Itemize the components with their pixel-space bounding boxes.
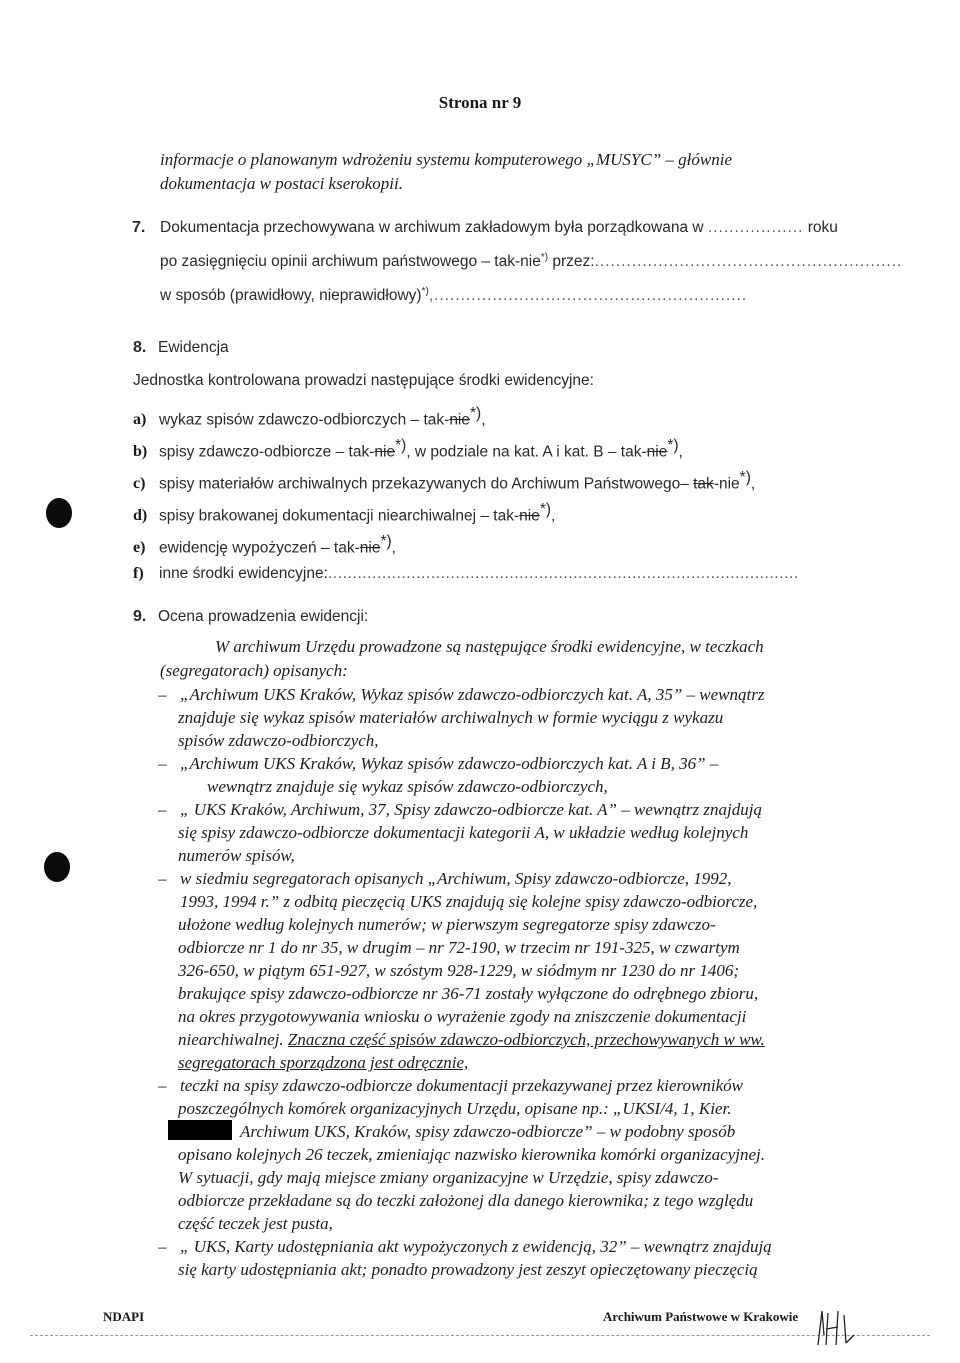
section-7-text-2: po zasięgnięciu opinii archiwum państwowego – tak-nie <box>160 253 541 271</box>
bullet-6-line-2: się karty udostępniania akt; ponadto prowadzony jest zeszyt opieczętowany pieczęcią <box>178 1260 758 1279</box>
section-7-number: 7. <box>132 219 146 236</box>
handwritten-initials <box>810 1305 870 1351</box>
section-8-title: Ewidencja <box>158 339 229 356</box>
intro-line-2: dokumentacja w postaci kserokopii. <box>160 174 403 193</box>
item-label: f) <box>133 565 144 582</box>
item-label: e) <box>133 539 146 557</box>
evidence-item-e <box>133 533 396 557</box>
bullet-3-line-3: numerów spisów, <box>178 846 295 865</box>
section-7-przez: przez: <box>548 253 595 271</box>
bullet-4-underlined-1: Znaczna część spisów zdawczo-odbiorczych, przechowywanych w ww. <box>287 1030 765 1049</box>
item-label: d) <box>133 507 148 525</box>
item-tail: , <box>391 539 396 557</box>
evidence-item-a <box>133 405 486 429</box>
item-text: spisy zdawczo-odbiorcze – tak- <box>159 443 375 461</box>
page-number-header: Strona nr 9 <box>438 93 522 112</box>
section-9-title: Ocena prowadzenia ewidencji: <box>158 608 369 625</box>
bullet-1-line-2: znajduje się wykaz spisów materiałów archiwalnych w formie wyciągu z wykazu <box>178 708 724 727</box>
section-8-number: 8. <box>133 339 147 356</box>
punch-hole-top <box>46 498 72 528</box>
bullet-dash: – <box>158 1076 167 1095</box>
evidence-item-d <box>133 501 555 525</box>
section-7-dots-1: .................. <box>707 219 804 236</box>
item-text: spisy brakowanej dokumentacji niearchiwalnej – tak- <box>159 507 520 525</box>
bullet-4-line-3: ułożone według kolejnych numerów; w pierwszym segregatorze spisy zdawczo- <box>178 915 716 934</box>
bullet-5-line-4: opisano kolejnych 26 teczek, zmieniając nazwisko kierownika komórki organizacyjnej. <box>178 1145 765 1164</box>
bullet-4-line-6: brakujące spisy zdawczo-odbiorcze nr 36-71 zostały wyłączone do odrębnego zbioru, <box>178 984 759 1003</box>
bullet-3-line-2: się spisy zdawczo-odbiorcze dokumentacji kategorii A, w układzie według kolejnych <box>178 823 749 842</box>
item-tail-2: , <box>750 475 756 493</box>
item-tail: , <box>551 507 556 525</box>
footnote-marker: *) <box>380 533 392 550</box>
item-text: spisy materiałów archiwalnych przekazywanych do Archiwum Państwowego– <box>159 475 694 493</box>
bullet-dash: – <box>158 1237 167 1256</box>
bullet-1-line-3: spisów zdawczo-odbiorczych, <box>178 731 379 750</box>
footer-left: NDAPI <box>103 1309 145 1324</box>
item-label: c) <box>133 475 146 493</box>
item-struck: nie <box>359 539 381 557</box>
item-struck: tak <box>693 475 714 493</box>
bullet-4-line-1: w siedmiu segregatorach opisanych „Archiwum, Spisy zdawczo-odbiorcze, 1992, <box>180 869 732 888</box>
bullet-5-line-6: odbiorcze przekładane są do teczki założonej dla danego kierownika; z tego względu <box>178 1191 754 1210</box>
section-7-dots-2: .......................................................... <box>594 253 903 271</box>
item-label: a) <box>133 411 147 429</box>
footer-divider <box>30 1335 930 1336</box>
punch-hole-bottom <box>44 852 70 882</box>
bullet-5-line-3: Archiwum UKS, Kraków, spisy zdawczo-odbiorcze” – w podobny sposób <box>240 1122 736 1141</box>
bullet-5-line-7: część teczek jest pusta, <box>178 1214 333 1233</box>
intro-line-1: informacje o planowanym wdrożeniu systemu komputerowego „MUSYC” – głównie <box>160 150 732 169</box>
item-struck-2: nie <box>646 443 668 461</box>
item-struck: nie <box>374 443 396 461</box>
section-9-lead-2: (segregatorach) opisanych: <box>160 661 348 680</box>
bullet-4-line-4: odbiorcze nr 1 do nr 35, w drugim – nr 72-190, w trzecim nr 191-325, w czwartym <box>178 938 740 957</box>
bullet-dash: – <box>158 754 167 773</box>
bullet-6-line-1: „ UKS, Karty udostępniania akt wypożyczonych z ewidencją, 32” – wewnątrz znajdują <box>180 1237 772 1256</box>
evidence-item-f <box>133 565 799 583</box>
redaction-block <box>168 1120 232 1140</box>
bullet-5-line-5: W sytuacji, gdy mają miejsce zmiany organizacyjne w Urzędzie, spisy zdawczo- <box>178 1168 719 1187</box>
bullet-4-underlined-2: segregatorach sporządzona jest odręcznie, <box>178 1053 469 1072</box>
section-9-lead-1: W archiwum Urzędu prowadzone są następujące środki ewidencyjne, w teczkach <box>215 637 764 656</box>
section-7-line-3 <box>160 286 747 305</box>
item-tail: , w podziale na kat. A i kat. B – tak- <box>406 443 647 461</box>
section-7-dots-3: ,........................................................... <box>428 287 748 305</box>
bullet-5-line-2: poszczególnych komórek organizacyjnych Urzędu, opisane np.: „UKSI/4, 1, Kier. <box>178 1099 732 1118</box>
item-text: ewidencję wypożyczeń – tak- <box>159 539 360 557</box>
item-text: inne środki ewidencyjne: <box>159 565 328 582</box>
item-dots: ................................................................................................ <box>327 565 799 582</box>
item-tail: -nie <box>713 475 740 493</box>
section-7-year-label: roku <box>807 219 838 236</box>
bullet-5-line-1: teczki na spisy zdawczo-odbiorcze dokumentacji przekazywanej przez kierowników <box>180 1076 743 1095</box>
footnote-marker: *) <box>421 286 429 297</box>
section-8-intro: Jednostka kontrolowana prowadzi następujące środki ewidencyjne: <box>133 372 594 389</box>
footnote-marker: *) <box>395 437 407 454</box>
footer-right: Archiwum Państwowe w Krakowie <box>603 1309 799 1324</box>
bullet-4-niearch: niearchiwalnej. <box>178 1030 284 1049</box>
footnote-marker: *) <box>739 469 751 486</box>
evidence-item-b <box>133 437 683 461</box>
section-7-line-2 <box>160 252 902 271</box>
item-tail-2: , <box>678 443 683 461</box>
bullet-3-line-1: „ UKS Kraków, Archiwum, 37, Spisy zdawczo-odbiorcze kat. A” – wewnątrz znajdują <box>180 800 762 819</box>
item-tail: , <box>481 411 486 429</box>
bullet-dash: – <box>158 869 167 888</box>
bullet-4-line-7: na okres przygotowywania wniosku o wyrażenie zgody na zniszczenie dokumentacji <box>178 1007 747 1026</box>
item-label: b) <box>133 443 148 461</box>
bullet-2-line-2: wewnątrz znajduje się wykaz spisów zdawczo-odbiorczych, <box>207 777 608 796</box>
bullet-dash: – <box>158 800 167 819</box>
section-7-line-1 <box>160 219 838 237</box>
bullet-4-line-8 <box>178 1030 765 1050</box>
section-7-text-3: w sposób (prawidłowy, nieprawidłowy) <box>160 287 422 305</box>
bullet-4-line-2: 1993, 1994 r.” z odbitą pieczęcią UKS znajdują się kolejne spisy zdawczo-odbiorcze, <box>180 892 758 911</box>
item-struck: nie <box>449 411 470 429</box>
bullet-1-line-1: „Archiwum UKS Kraków, Wykaz spisów zdawczo-odbiorczych kat. A, 35” – wewnątrz <box>180 685 765 704</box>
section-7-text-1: Dokumentacja przechowywana w archiwum zakładowym była porządkowana w <box>160 219 704 236</box>
evidence-item-c <box>133 469 755 493</box>
section-9-number: 9. <box>133 608 147 625</box>
bullet-4-line-5: 326-650, w piątym 651-927, w szóstym 928-1229, w siódmym nr 1230 do nr 1406; <box>178 961 739 980</box>
bullet-dash: – <box>158 685 167 704</box>
item-text: wykaz spisów zdawczo-odbiorczych – tak- <box>159 411 450 429</box>
bullet-2-line-1: „Archiwum UKS Kraków, Wykaz spisów zdawczo-odbiorczych kat. A i B, 36” – <box>180 754 719 773</box>
footnote-marker: *) <box>540 252 549 263</box>
item-struck: nie <box>519 507 540 525</box>
footnote-marker: *) <box>539 501 552 518</box>
footnote-marker: *) <box>470 405 482 422</box>
footnote-marker: *) <box>667 437 679 454</box>
